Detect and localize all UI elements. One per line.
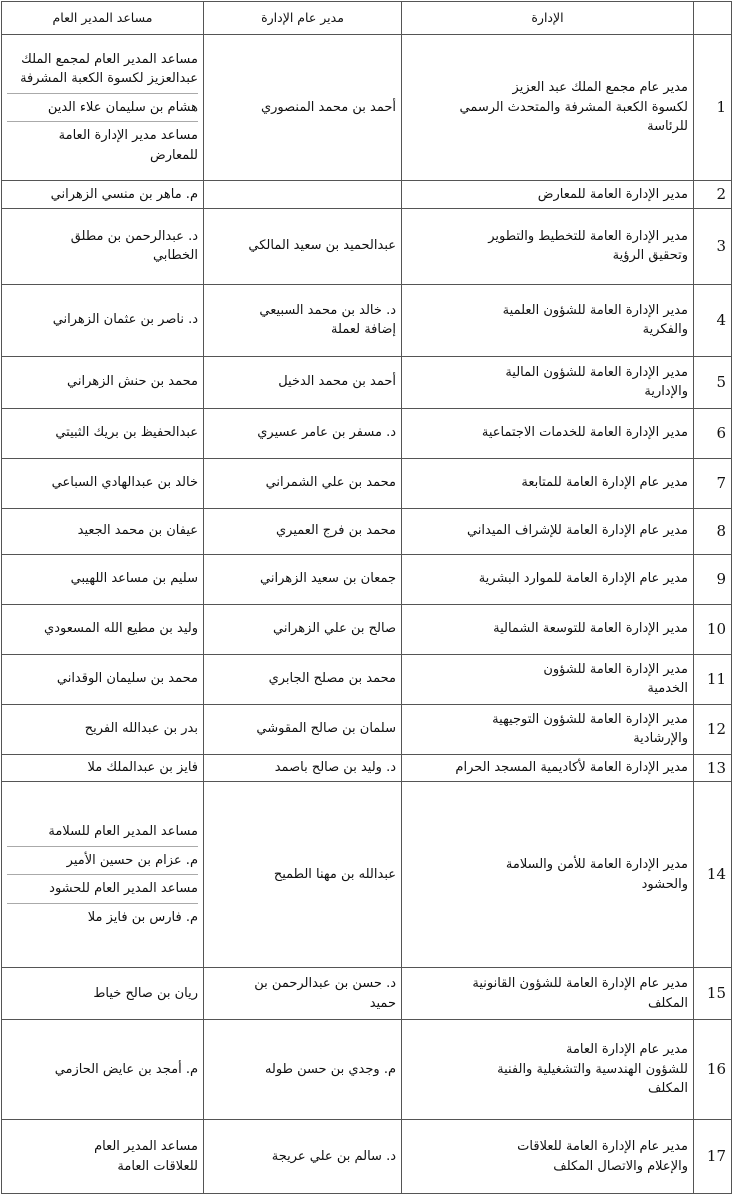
department-cell (402, 356, 694, 408)
row-number (694, 284, 732, 356)
department-line: مدير الإدارة العامة للشؤون التوجيهية (492, 711, 688, 727)
table-row (2, 604, 732, 654)
department-cell (402, 782, 694, 968)
department-cell (402, 604, 694, 654)
department-line: مدير الإدارة العامة للتوسعة الشمالية (493, 621, 688, 637)
header-number (694, 2, 732, 35)
assistant-line: فايز بن عبدالملك ملا (87, 760, 198, 775)
director-cell (204, 284, 402, 356)
assistant-cell (2, 782, 204, 968)
department-line: مدير عام الإدارة العامة للإشراف الميداني (466, 523, 688, 539)
row-number (694, 604, 732, 654)
department-line: مدير عام مجمع الملك عبد العزيز (512, 80, 688, 96)
department-cell (402, 508, 694, 554)
table-row (2, 782, 732, 968)
director-line: حميد (369, 995, 396, 1011)
department-line: والإدارية (644, 384, 688, 399)
table-row (2, 208, 732, 284)
assistant-cell (2, 35, 204, 181)
department-cell (402, 1020, 694, 1120)
assistant-line: عيفان بن محمد الجعيد (77, 523, 198, 539)
director-cell (204, 408, 402, 458)
director-line: د. حسن بن عبدالرحمن بن (254, 976, 396, 991)
department-cell (402, 968, 694, 1020)
director-line: أحمد بن محمد الدخيل (278, 374, 396, 390)
department-cell (402, 704, 694, 754)
table-row (2, 408, 732, 458)
table-row (2, 508, 732, 554)
department-line: مدير عام الإدارة العامة للعلاقات (517, 1139, 688, 1154)
table-row (2, 1120, 732, 1194)
department-cell (402, 208, 694, 284)
row-number-text: 12 (706, 719, 726, 738)
row-number-text: 16 (706, 1060, 726, 1079)
assistant-line: د. عبدالرحمن بن مطلق (70, 228, 198, 244)
assistant-line: عبدالحفيظ بن بريك الثبيتي (55, 425, 198, 441)
row-number (694, 654, 732, 704)
department-cell (402, 458, 694, 508)
department-line: والإعلام والاتصال المكلف (553, 1158, 688, 1174)
department-line: مدير عام الإدارة العامة للمتابعة (521, 475, 688, 491)
assistant-cell (2, 754, 204, 782)
department-line: وتحقيق الرؤية (612, 248, 688, 263)
director-cell (204, 754, 402, 782)
table-row (2, 284, 732, 356)
assistant-cell (2, 604, 204, 654)
assistant-line: وليد بن مطيع الله المسعودي (44, 621, 198, 637)
assistant-cell (2, 208, 204, 284)
row-number (694, 408, 732, 458)
department-line: لكسوة الكعبة المشرفة والمتحدث الرسمي (459, 99, 688, 115)
director-line: د. مسفر بن عامر عسيري (257, 425, 396, 441)
director-line: إضافة لعملة (331, 322, 396, 337)
department-line: مدير الإدارة العامة لأكاديمية المسجد الحرام (455, 760, 688, 775)
department-cell (402, 654, 694, 704)
director-line: م. وجدي بن حسن طوله (264, 1061, 396, 1077)
row-number (694, 554, 732, 604)
row-number-text: 11 (706, 669, 726, 688)
director-cell (204, 181, 402, 209)
assistant-line: م. أمجد بن عايض الحازمي (54, 1061, 198, 1077)
department-line: مدير الإدارة العامة للشؤون المالية (505, 364, 688, 380)
row-number (694, 968, 732, 1020)
row-number-text: 4 (716, 310, 726, 329)
director-line: محمد بن فرج العميري (275, 523, 396, 539)
assistant-cell (2, 284, 204, 356)
assistant-cell (2, 968, 204, 1020)
row-number-text: 7 (716, 473, 726, 492)
department-cell (402, 554, 694, 604)
row-number (694, 181, 732, 209)
assistant-line: مساعد المدير العام للحشود (7, 875, 198, 904)
row-number (694, 1120, 732, 1194)
assistant-line: م. عزام بن حسين الأمير (7, 847, 198, 876)
department-line: مدير الإدارة العامة للمعارض (537, 186, 688, 202)
row-number-text: 10 (706, 619, 726, 638)
table-row (2, 35, 732, 181)
assistant-line: خالد بن عبدالهادي السباعي (51, 475, 198, 491)
assistant-cell (2, 408, 204, 458)
department-line: الخدمية (647, 681, 688, 696)
row-number-text: 5 (716, 372, 726, 391)
director-line: صالح بن علي الزهراني (273, 621, 396, 637)
row-number-text: 1 (716, 98, 726, 117)
row-number-text: 8 (716, 521, 726, 540)
table-row (2, 754, 732, 782)
assistant-line: م. ماهر بن منسي الزهراني (50, 186, 198, 202)
assistant-line: مساعد المدير العام لمجمع الملك عبدالعزيز لكسوة الكعبة المشرفة (7, 46, 198, 94)
row-number-text: 14 (706, 865, 726, 884)
director-cell (204, 1120, 402, 1194)
assistant-line: هشام بن سليمان علاء الدين (7, 94, 198, 123)
department-line: والإرشادية (633, 731, 688, 746)
director-cell (204, 704, 402, 754)
row-number (694, 1020, 732, 1120)
assistant-line: للعلاقات العامة (117, 1158, 198, 1174)
director-cell (204, 554, 402, 604)
row-number (694, 508, 732, 554)
row-number (694, 754, 732, 782)
assistant-line: مساعد المدير العام (94, 1139, 198, 1154)
assistant-line: مساعد مدير الإدارة العامة للمعارض (58, 128, 198, 163)
director-cell (204, 654, 402, 704)
director-cell (204, 782, 402, 968)
assistant-line: سليم بن مساعد اللهيبي (70, 571, 198, 587)
director-line: محمد بن مصلح الجابري (268, 671, 396, 687)
director-cell (204, 968, 402, 1020)
department-line: والفكرية (642, 322, 688, 337)
header-row (2, 2, 732, 35)
table-row (2, 356, 732, 408)
assistant-cell (2, 356, 204, 408)
row-number-text: 3 (716, 236, 726, 255)
row-number-text: 9 (716, 569, 726, 588)
assistant-cell (2, 181, 204, 209)
department-line: مدير عام الإدارة العامة للموارد البشرية (478, 571, 688, 587)
department-cell (402, 408, 694, 458)
director-line: أحمد بن محمد المنصوري (260, 99, 396, 115)
director-line: د. وليد بن صالح باصمد (274, 760, 396, 775)
department-line: مدير الإدارة العامة للتخطيط والتطوير (488, 228, 688, 244)
department-line: مدير الإدارة العامة للشؤون العلمية (502, 302, 688, 318)
assistant-line: محمد بن حنش الزهراني (67, 374, 198, 390)
director-line: جمعان بن سعيد الزهراني (260, 571, 396, 587)
table-row (2, 1020, 732, 1120)
director-line: عبدالله بن مهنا الطميح (273, 866, 396, 882)
assistant-line: الخطابي (152, 248, 198, 263)
director-line: محمد بن علي الشمراني (265, 475, 396, 491)
table-row (2, 554, 732, 604)
row-number (694, 704, 732, 754)
department-line: مدير الإدارة العامة للشؤون (543, 661, 688, 677)
header-assistant: مساعد المدير العام (2, 2, 204, 35)
row-number-text: 13 (706, 758, 726, 777)
row-number (694, 782, 732, 968)
assistant-cell (2, 458, 204, 508)
row-number (694, 35, 732, 181)
table-row (2, 458, 732, 508)
row-number (694, 458, 732, 508)
department-line: مدير الإدارة العامة للأمن والسلامة (505, 857, 688, 872)
director-cell (204, 1020, 402, 1120)
assistant-line: د. ناصر بن عثمان الزهراني (52, 312, 198, 328)
assistant-cell (2, 508, 204, 554)
director-line: د. خالد بن محمد السبيعي (259, 302, 396, 318)
directors-table (1, 1, 732, 1194)
assistant-cell (2, 554, 204, 604)
director-line: د. سالم بن علي عريجة (271, 1148, 396, 1164)
director-line: سلمان بن صالح المقوشي (256, 721, 396, 737)
director-cell (204, 35, 402, 181)
assistant-line: بدر بن عبدالله الفريح (84, 721, 198, 737)
table-row (2, 704, 732, 754)
director-cell (204, 458, 402, 508)
row-number (694, 208, 732, 284)
row-number-text: 6 (716, 423, 726, 442)
director-cell (204, 604, 402, 654)
assistant-line: محمد بن سليمان الوقداني (56, 671, 198, 687)
department-line: للرئاسة (647, 119, 688, 135)
assistant-line: م. فارس بن فايز ملا (87, 909, 198, 925)
department-line: مدير عام الإدارة العامة (566, 1042, 688, 1058)
director-line: عبدالحميد بن سعيد المالكي (248, 238, 396, 254)
department-line: المكلف (647, 995, 688, 1011)
department-cell (402, 1120, 694, 1194)
department-line: مدير الإدارة العامة للخدمات الاجتماعية (481, 425, 688, 441)
assistant-line: ريان بن صالح خياط (93, 985, 198, 1001)
department-line: للشؤون الهندسية والتشغيلية والفنية (497, 1061, 688, 1077)
department-line: والحشود (641, 876, 688, 892)
director-cell (204, 208, 402, 284)
table-row (2, 654, 732, 704)
assistant-cell (2, 654, 204, 704)
table-row (2, 181, 732, 209)
department-cell (402, 284, 694, 356)
row-number-text: 2 (716, 185, 726, 203)
assistant-cell (2, 1020, 204, 1120)
row-number-text: 15 (706, 984, 726, 1003)
row-number-text: 17 (706, 1147, 726, 1166)
header-director: مدير عام الإدارة (204, 2, 402, 35)
row-number (694, 356, 732, 408)
header-department: الإدارة (402, 2, 694, 35)
assistant-cell (2, 704, 204, 754)
director-cell (204, 356, 402, 408)
department-cell (402, 754, 694, 782)
table-row (2, 968, 732, 1020)
department-line: مدير عام الإدارة العامة للشؤون القانونية (472, 976, 688, 991)
assistant-cell (2, 1120, 204, 1194)
department-cell (402, 35, 694, 181)
department-cell (402, 181, 694, 209)
assistant-line: مساعد المدير العام للسلامة (7, 818, 198, 847)
department-line: المكلف (647, 1081, 688, 1097)
director-cell (204, 508, 402, 554)
